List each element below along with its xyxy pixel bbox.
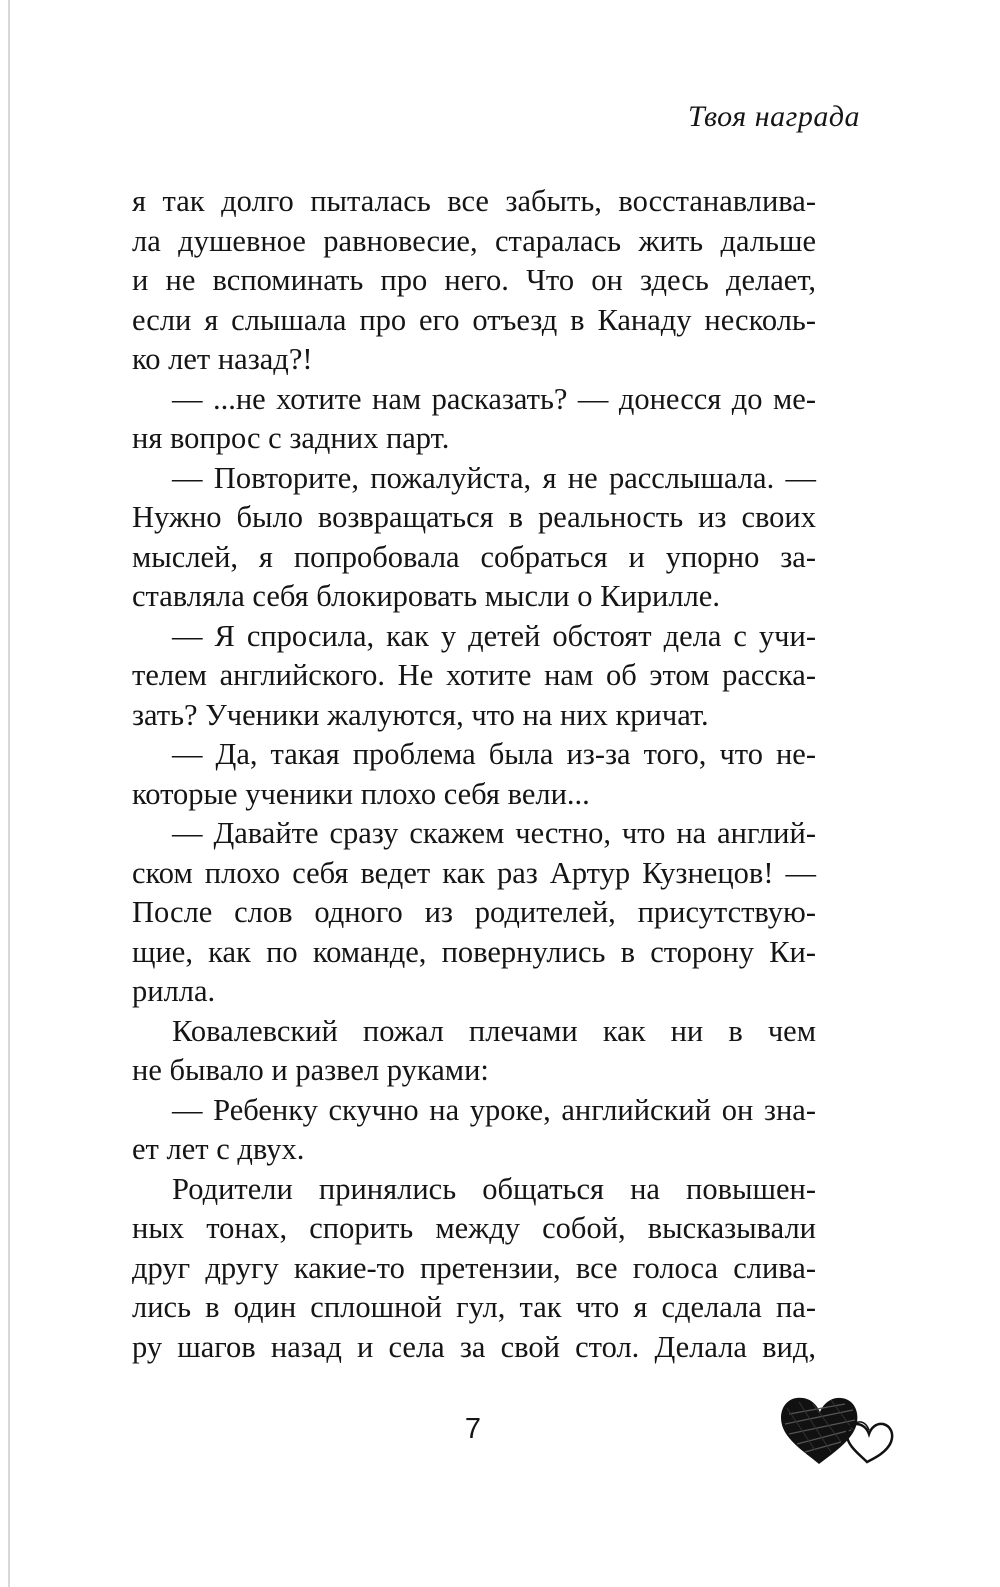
text-line: — Ребенку скучно на уроке, английский он зна- xyxy=(172,1092,816,1127)
text-line: лись в один сплошной гул, так что я сделала па- xyxy=(132,1290,816,1324)
page-number: 7 xyxy=(464,1413,482,1445)
text-line: ставляла себя блокировать мысли о Кирилле. xyxy=(132,579,720,613)
text-line: — ...не хотите нам расказать? — донесся до ме- xyxy=(172,381,816,416)
running-header: Твоя награда xyxy=(687,100,860,133)
text-line: Ковалевский пожал плечами как ни в чем xyxy=(172,1013,816,1048)
text-line: друг другу какие-то претензии, все голоса слива- xyxy=(132,1250,816,1285)
text-line: не бывало и развел руками: xyxy=(132,1053,489,1087)
text-line: и не вспоминать про него. Что он здесь делает, xyxy=(132,263,816,297)
text-line: которые ученики плохо себя вели... xyxy=(132,776,590,811)
text-line: — Повторите, пожалуйста, я не расслышала. — xyxy=(172,460,816,495)
text-line: ко лет назад?! xyxy=(132,342,313,376)
text-line: я так долго пыталась все забыть, восстанавлива- xyxy=(132,184,816,218)
text-line: рилла. xyxy=(132,974,216,1008)
page-edge xyxy=(8,0,10,1587)
text-line: ру шагов назад и села за свой стол. Делала вид, xyxy=(132,1329,816,1364)
text-line: ня вопрос с задних парт. xyxy=(132,421,450,455)
text-line: телем английского. Не хотите нам об этом расска- xyxy=(132,658,816,692)
text-line: — Да, такая проблема была из-за того, что не- xyxy=(172,737,816,771)
text-line: мыслей, я попробовала собраться и упорно за- xyxy=(132,539,816,574)
text-line: — Давайте сразу скажем честно, что на англий- xyxy=(172,816,816,850)
text-line: — Я спросила, как у детей обстоят дела с учи- xyxy=(172,618,816,653)
text-line: ет лет с двух. xyxy=(132,1132,305,1166)
text-line: ных тонах, спорить между собой, высказывали xyxy=(132,1211,816,1245)
heart-ornament-icon xyxy=(775,1390,900,1470)
body-text xyxy=(132,182,816,1367)
text-line: зать? Ученики жалуются, что на них кричат. xyxy=(132,697,709,732)
text-line: Родители принялись общаться на повышен- xyxy=(172,1171,816,1206)
text-line: Нужно было возвращаться в реальность из своих xyxy=(132,500,816,534)
text-line: щие, как по команде, повернулись в сторону Ки- xyxy=(132,934,816,969)
text-line: После слов одного из родителей, присутствую- xyxy=(132,895,816,929)
text-line: ла душевное равновесие, старалась жить дальше xyxy=(132,223,816,258)
text-line: если я слышала про его отъезд в Канаду несколь- xyxy=(132,302,816,337)
text-line: ском плохо себя ведет как раз Артур Кузнецов! — xyxy=(132,855,816,890)
